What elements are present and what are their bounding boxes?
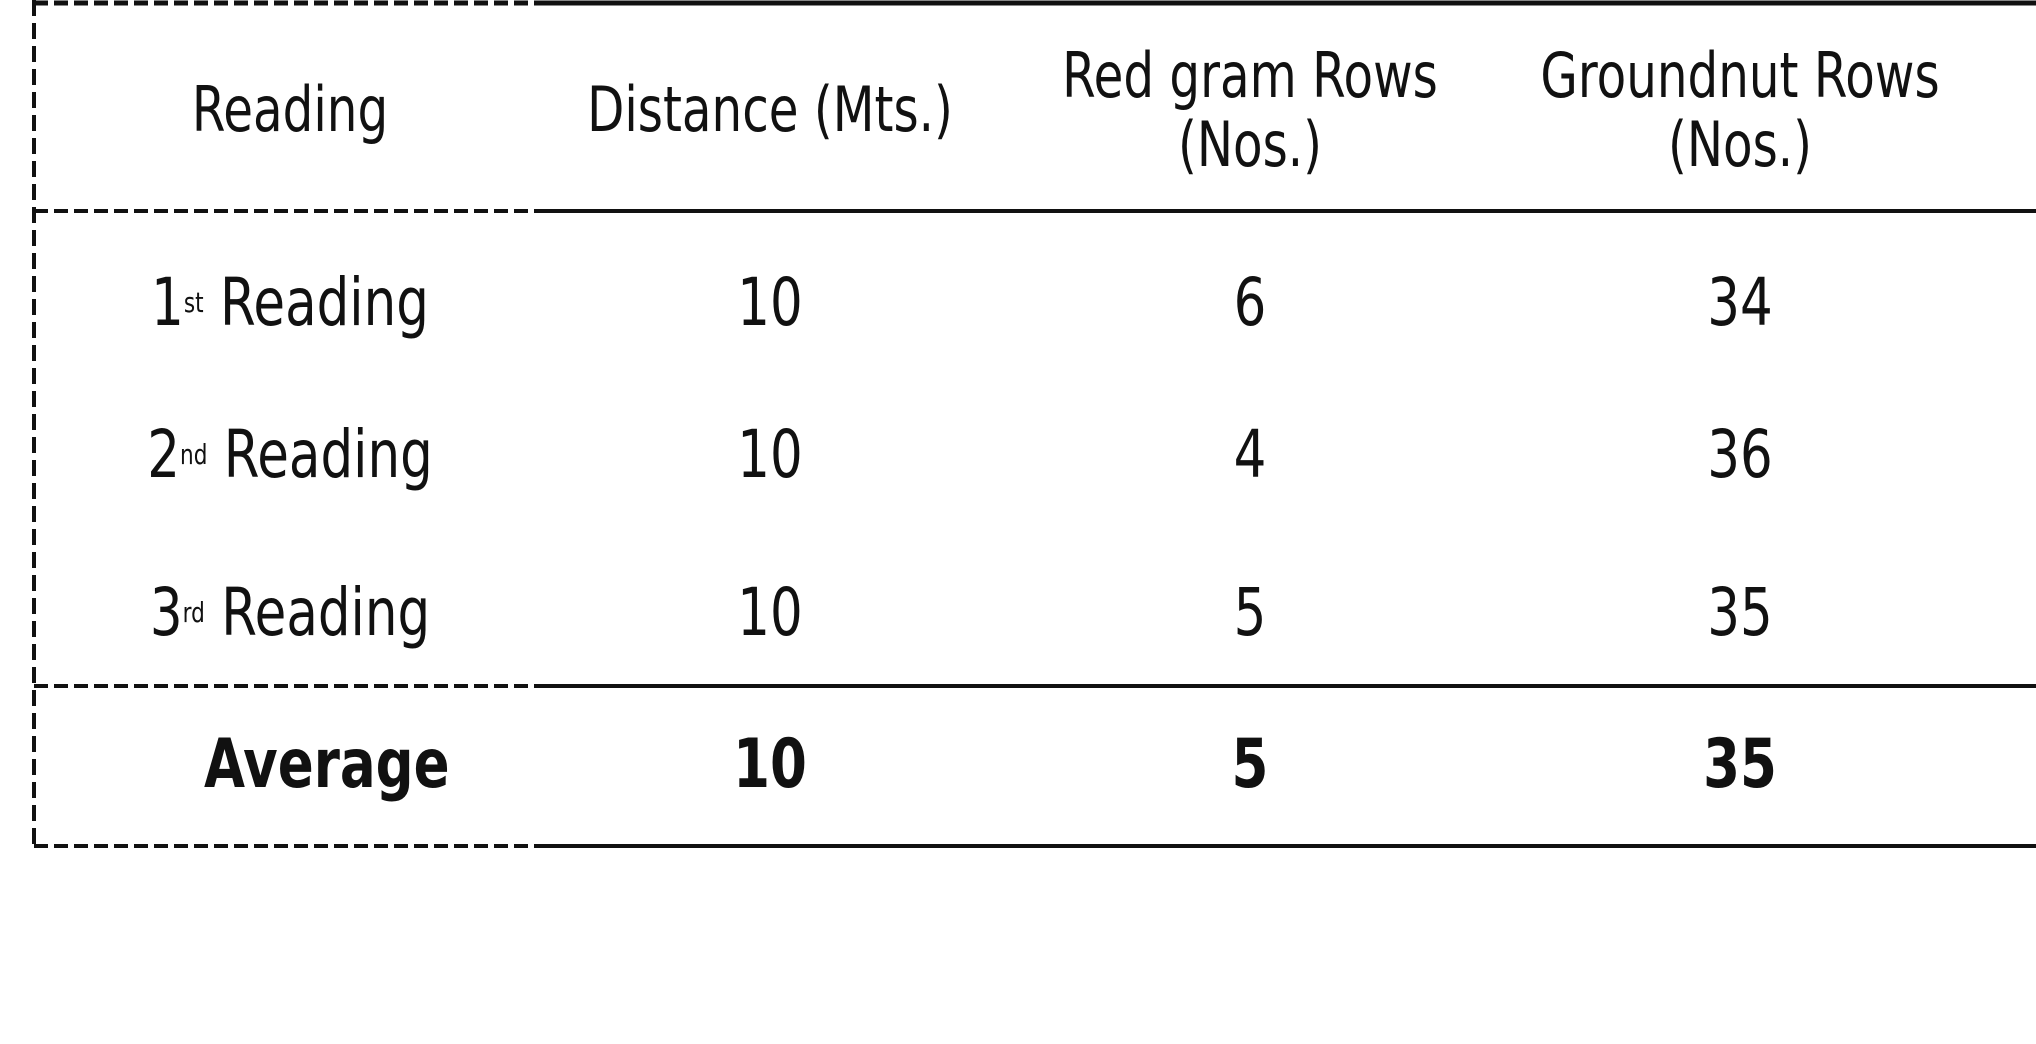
header-distance bbox=[587, 10, 953, 210]
header-groundnut-line2: (Nos.) bbox=[1667, 108, 1813, 181]
table-row-1-reading: 1 st Reading bbox=[151, 264, 429, 342]
row-3-label: Reading bbox=[204, 574, 431, 652]
table-row-1-red-gram: 6 bbox=[1233, 264, 1267, 342]
header-reading bbox=[134, 10, 446, 210]
table-row-2-red-gram: 4 bbox=[1233, 416, 1267, 494]
row-1-ordinal-number: 1 bbox=[151, 264, 184, 342]
table-row-3-reading: 3 rd Reading bbox=[149, 574, 431, 652]
average-distance: 10 bbox=[733, 724, 807, 804]
header-red-gram-rows bbox=[1062, 10, 1438, 210]
row-3-ordinal-number: 3 bbox=[149, 574, 183, 652]
row-2-label: Reading bbox=[207, 416, 433, 494]
header-groundnut-line1: Groundnut Rows bbox=[1540, 38, 1940, 112]
average-label: Average bbox=[204, 724, 450, 804]
row-1-label: Reading bbox=[203, 264, 429, 342]
table-row-3-red-gram: 5 bbox=[1233, 574, 1267, 652]
header-groundnut-rows bbox=[1540, 10, 1940, 210]
table-row-1-groundnut: 34 bbox=[1707, 264, 1773, 342]
header-red-gram-line1: Red gram Rows bbox=[1062, 38, 1438, 112]
table-row-3-groundnut: 35 bbox=[1707, 574, 1773, 652]
table-row-1-distance: 10 bbox=[737, 264, 803, 342]
table-row-3-distance: 10 bbox=[737, 574, 803, 652]
average-red-gram: 5 bbox=[1231, 724, 1269, 804]
header-reading-text: Reading bbox=[191, 73, 389, 147]
row-2-ordinal-number: 2 bbox=[147, 416, 180, 494]
table-row-2-reading: 2 nd Reading bbox=[147, 416, 433, 494]
header-red-gram-line2: (Nos.) bbox=[1177, 108, 1323, 181]
average-groundnut: 35 bbox=[1703, 724, 1777, 804]
header-distance-text: Distance (Mts.) bbox=[587, 73, 953, 147]
table-row-2-distance: 10 bbox=[737, 416, 803, 494]
table-row-2-groundnut: 36 bbox=[1707, 416, 1773, 494]
